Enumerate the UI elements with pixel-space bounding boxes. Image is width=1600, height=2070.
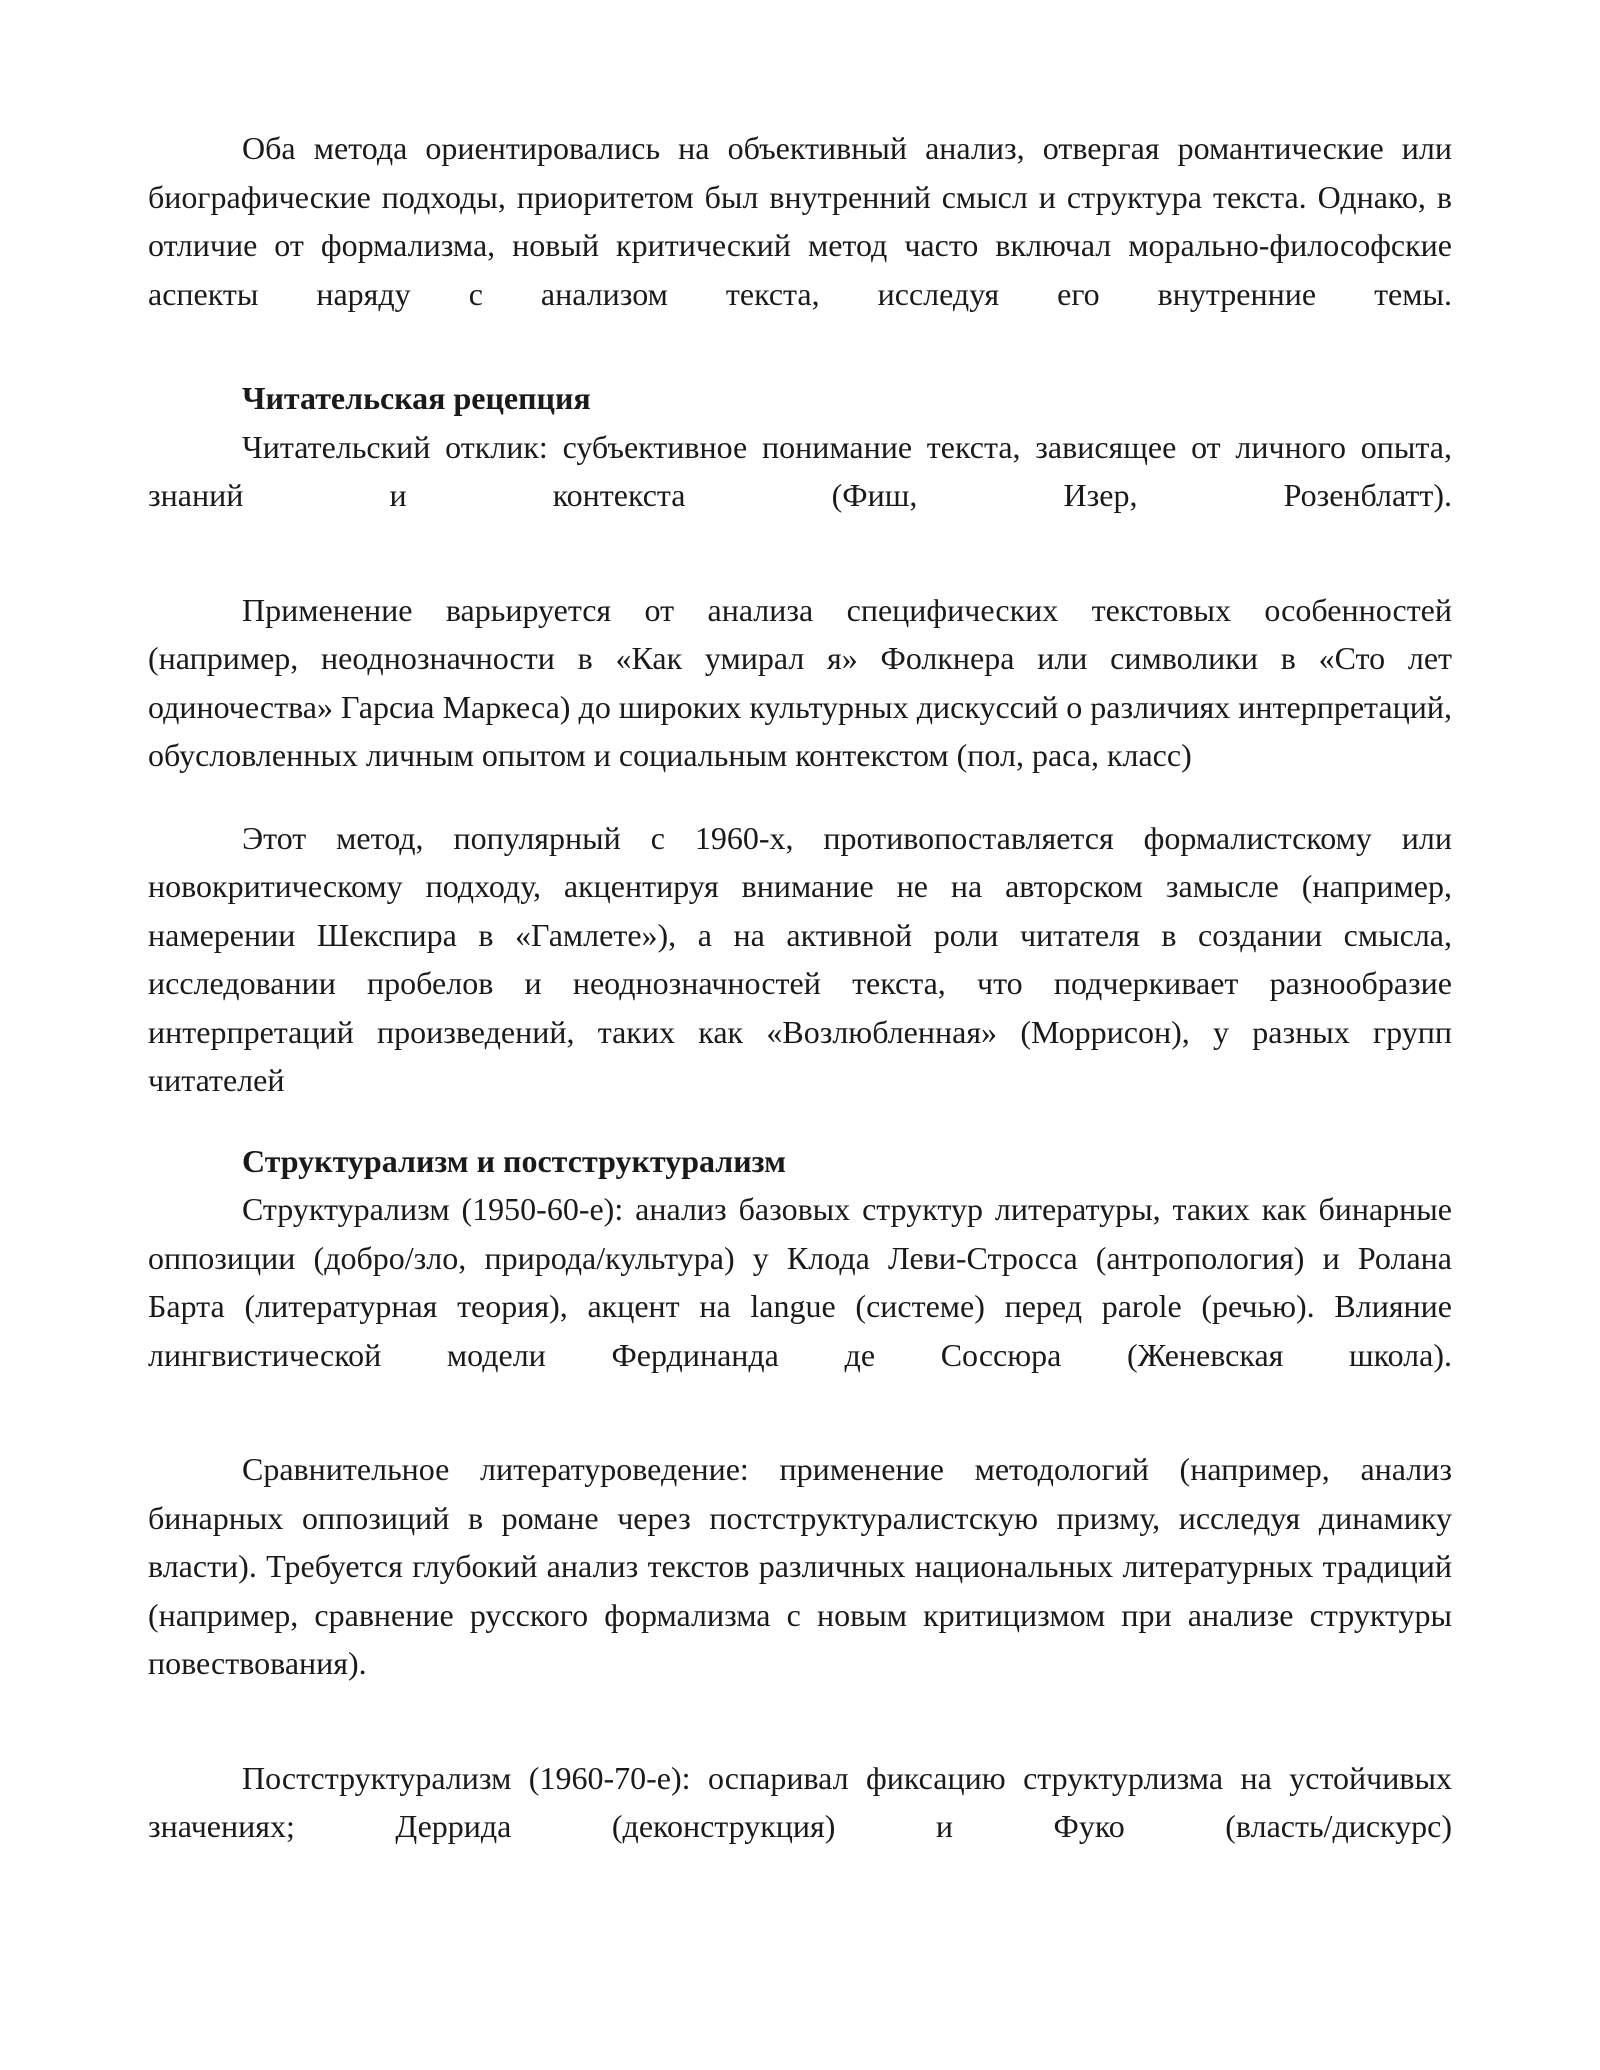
spacer xyxy=(148,1688,1452,1754)
document-page xyxy=(148,124,1452,1851)
paragraph-new-criticism-summary: Оба метода ориентировались на объективный анализ, отвергая романтические или биографические подходы, приоритетом был внутренний смысл и структура текста. Однако, в отличие от формализма, новый критический метод часто включал морально-философские аспекты наряду с анализом текста, исследуя его внутренние темы. xyxy=(148,130,1452,312)
spacer xyxy=(148,1379,1452,1445)
spacer xyxy=(148,780,1452,814)
section-heading-reader-response: Читательская рецепция xyxy=(242,380,591,416)
paragraph-reader-response-application: Применение варьируется от анализа специфических текстовых особенностей (например, неоднозначности в «Как умирал я» Фолкнера или символики в «Сто лет одиночества» Гарсиа Маркеса) до широких культурных дискуссий о различиях интерпретаций, обусловленных личным опытом и социальным контекстом (пол, раса, класс) xyxy=(148,591,1452,773)
paragraph-poststructuralism: Постструктурализм (1960-70-е): оспаривал фиксацию структурлизма на устойчивых значениях; Деррида (деконструкция) и Фуко (власть/дискурс) xyxy=(148,1759,1452,1844)
paragraph-structuralism-definition: Структурализм (1950-60-е): анализ базовых структур литературы, таких как бинарные оппозиции (добро/зло, природа/культура) у Клода Леви-Стросса (антропология) и Ролана Барта (литературная теория), акцент на langue (системе) перед parole (речью). Влияние лингвистической модели Фердинанда де Соссюра (Женевская школа). xyxy=(148,1191,1452,1373)
spacer xyxy=(148,1105,1452,1137)
spacer xyxy=(148,520,1452,586)
paragraph-reader-response-definition: Читательский отклик: субъективное понимание текста, зависящее от личного опыта, знаний и контекста (Фиш, Изер, Розенблатт). xyxy=(148,428,1452,513)
section-heading-structuralism: Структурализм и постструктурализм xyxy=(242,1142,786,1179)
spacer xyxy=(148,318,1452,374)
paragraph-reader-response-method: Этот метод, популярный с 1960-х, противопоставляется формалистскому или новокритическому подходу, акцентируя внимание не на авторском замысле (например, намерении Шекспира в «Гамлете»), а на активной роли читателя в создании смысла, исследовании пробелов и неоднозначностей текста, что подчеркивает разнообразие интерпретаций произведений, таких как «Возлюбленная» (Моррисон), у разных групп читателей xyxy=(148,819,1452,1098)
paragraph-comparative-literature: Сравнительное литературоведение: применение методологий (например, анализ бинарных оппозиций в романе через постструктуралистскую призму, исследуя динамику власти). Требуется глубокий анализ текстов различных национальных литературных традиций (например, сравнение русского формализма с новым критицизмом при анализе структуры повествования). xyxy=(148,1451,1452,1681)
